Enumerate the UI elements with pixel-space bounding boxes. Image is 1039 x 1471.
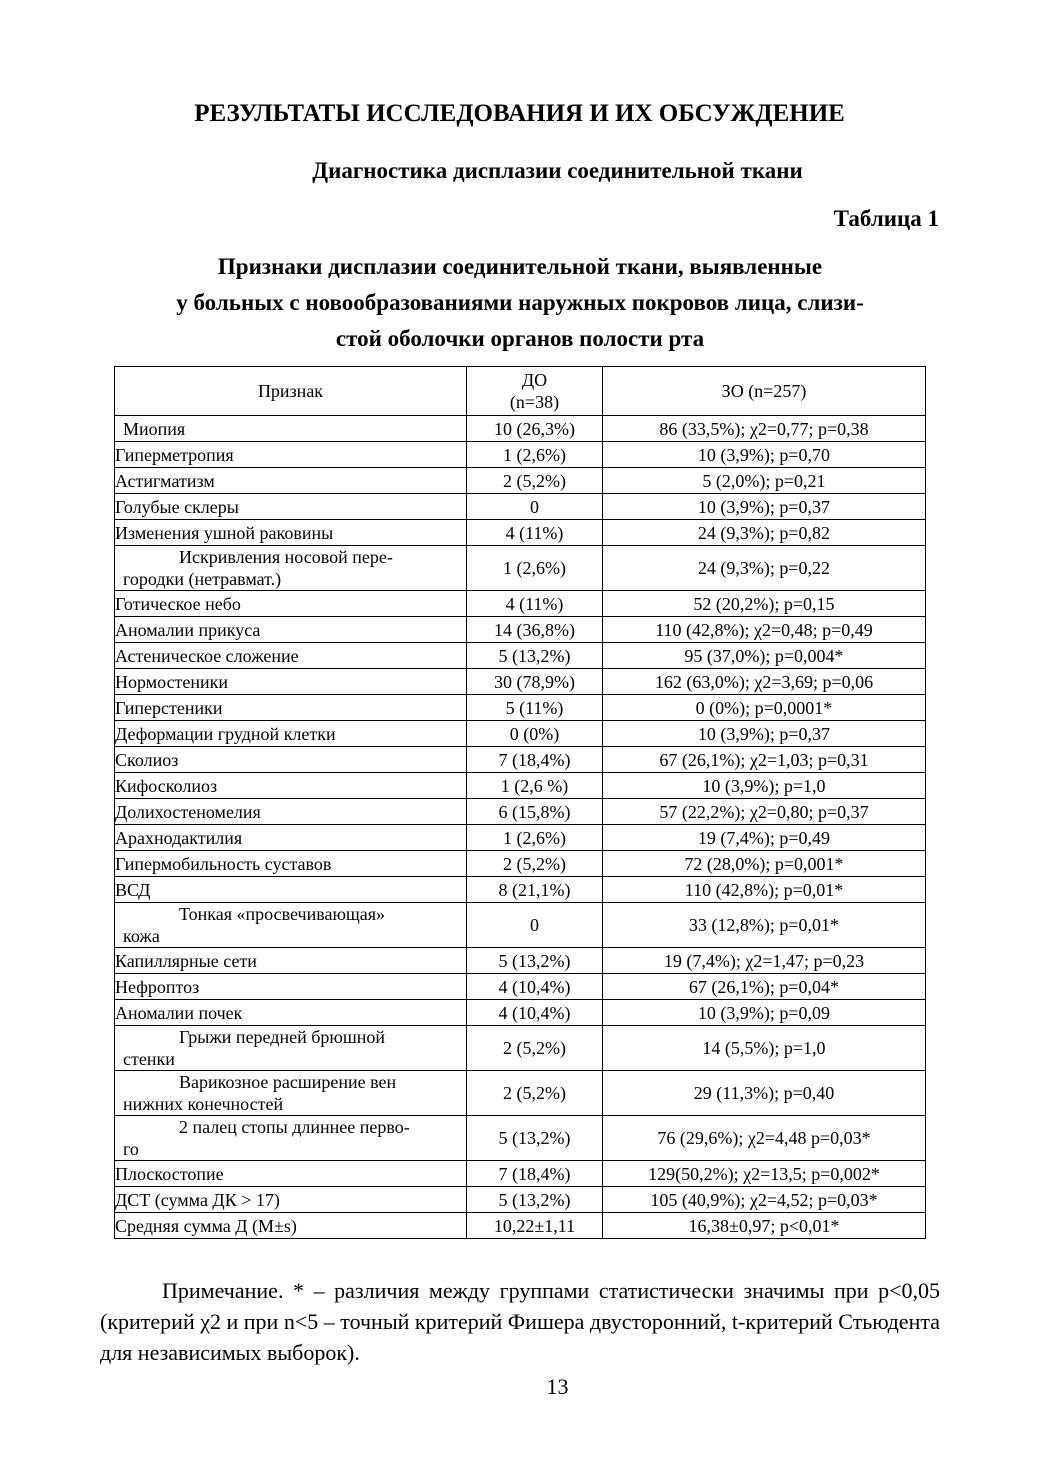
cell-do: 5 (11%) xyxy=(467,695,603,721)
table-row xyxy=(115,948,926,974)
cell-zo: 14 (5,5%); p=1,0 xyxy=(603,1026,926,1071)
cell-sign: Сколиоз xyxy=(115,747,467,773)
cell-do: 5 (13,2%) xyxy=(467,1116,603,1161)
cell-do: 30 (78,9%) xyxy=(467,669,603,695)
table-row xyxy=(115,851,926,877)
cell-sign: Астеническое сложение xyxy=(115,643,467,669)
cell-zo: 24 (9,3%); p=0,82 xyxy=(603,520,926,546)
table-row xyxy=(115,520,926,546)
page-number: 13 xyxy=(546,1374,569,1399)
column-header-zo: ЗО (n=257) xyxy=(603,367,926,416)
cell-sign: Гипермобильность суставов xyxy=(115,851,467,877)
column-header-do: ДО (n=38) xyxy=(467,367,603,416)
cell-sign: Капиллярные сети xyxy=(115,948,467,974)
column-header-sign: Признак xyxy=(115,367,467,416)
cell-do: 5 (13,2%) xyxy=(467,948,603,974)
table-row xyxy=(115,974,926,1000)
cell-do: 2 (5,2%) xyxy=(467,1071,603,1116)
cell-zo: 19 (7,4%); χ2=1,47; p=0,23 xyxy=(603,948,926,974)
table-row xyxy=(115,799,926,825)
table-row xyxy=(115,643,926,669)
table-caption xyxy=(95,249,945,357)
cell-sign: Готическое небо xyxy=(115,591,467,617)
table-row xyxy=(115,1116,926,1161)
results-table xyxy=(114,366,926,1239)
cell-do: 0 xyxy=(467,903,603,948)
cell-zo: 86 (33,5%); χ2=0,77; p=0,38 xyxy=(603,416,926,442)
table-row xyxy=(115,591,926,617)
cell-do: 14 (36,8%) xyxy=(467,617,603,643)
cell-zo: 10 (3,9%); p=0,70 xyxy=(603,442,926,468)
cell-zo: 10 (3,9%); p=1,0 xyxy=(603,773,926,799)
cell-sign: Изменения ушной раковины xyxy=(115,520,467,546)
cell-sign: ДСТ (сумма ДК > 17) xyxy=(115,1187,467,1213)
cell-zo: 57 (22,2%); χ2=0,80; p=0,37 xyxy=(603,799,926,825)
cell-do: 4 (10,4%) xyxy=(467,1000,603,1026)
cell-zo: 5 (2,0%); p=0,21 xyxy=(603,468,926,494)
table-row xyxy=(115,1071,926,1116)
cell-zo: 67 (26,1%); χ2=1,03; p=0,31 xyxy=(603,747,926,773)
cell-do: 6 (15,8%) xyxy=(467,799,603,825)
subsection-heading: Диагностика дисплазии соединительной ткани xyxy=(312,158,803,183)
table-row xyxy=(115,1213,926,1239)
cell-zo: 129(50,2%); χ2=13,5; p=0,002* xyxy=(603,1161,926,1187)
cell-do: 10,22±1,11 xyxy=(467,1213,603,1239)
cell-sign: Средняя сумма Д (M±s) xyxy=(115,1213,467,1239)
cell-zo: 76 (29,6%); χ2=4,48 p=0,03* xyxy=(603,1116,926,1161)
cell-sign: Нормостеники xyxy=(115,669,467,695)
cell-zo: 33 (12,8%); p=0,01* xyxy=(603,903,926,948)
cell-sign: ВСД xyxy=(115,877,467,903)
table-note: Примечание. * – различия между группами статистически значимы при p<0,05 (критерий χ2 и при n<5 – точный критерий Фишера двусторонний, t-критерий Стьюдента для независимых выборок). xyxy=(100,1278,940,1365)
table-row xyxy=(115,721,926,747)
table-row xyxy=(115,877,926,903)
cell-zo: 16,38±0,97; p<0,01* xyxy=(603,1213,926,1239)
cell-zo: 10 (3,9%); p=0,37 xyxy=(603,494,926,520)
cell-sign: Долихостеномелия xyxy=(115,799,467,825)
table-row xyxy=(115,416,926,442)
table-row xyxy=(115,1187,926,1213)
cell-zo: 10 (3,9%); p=0,37 xyxy=(603,721,926,747)
cell-sign: 2 палец стопы длиннее перво- го xyxy=(115,1116,467,1161)
cell-sign: Плоскостопие xyxy=(115,1161,467,1187)
cell-zo: 19 (7,4%); p=0,49 xyxy=(603,825,926,851)
cell-zo: 29 (11,3%); p=0,40 xyxy=(603,1071,926,1116)
cell-sign: Голубые склеры xyxy=(115,494,467,520)
cell-sign: Гиперметропия xyxy=(115,442,467,468)
table-row xyxy=(115,1026,926,1071)
cell-do: 1 (2,6%) xyxy=(467,825,603,851)
cell-do: 10 (26,3%) xyxy=(467,416,603,442)
cell-zo: 10 (3,9%); p=0,09 xyxy=(603,1000,926,1026)
table-row xyxy=(115,468,926,494)
cell-sign: Гиперстеники xyxy=(115,695,467,721)
caption-line: стой оболочки органов полости рта xyxy=(335,326,705,351)
table-row xyxy=(115,617,926,643)
cell-do: 7 (18,4%) xyxy=(467,747,603,773)
cell-sign: Деформации грудной клетки xyxy=(115,721,467,747)
cell-zo: 67 (26,1%); p=0,04* xyxy=(603,974,926,1000)
cell-sign: Миопия xyxy=(115,416,467,442)
cell-zo: 105 (40,9%); χ2=4,52; p=0,03* xyxy=(603,1187,926,1213)
cell-do: 1 (2,6%) xyxy=(467,442,603,468)
cell-sign: Грыжи передней брюшной стенки xyxy=(115,1026,467,1071)
cell-sign: Аномалии прикуса xyxy=(115,617,467,643)
cell-do: 2 (5,2%) xyxy=(467,468,603,494)
cell-do: 0 xyxy=(467,494,603,520)
table-row xyxy=(115,747,926,773)
cell-zo: 110 (42,8%); p=0,01* xyxy=(603,877,926,903)
cell-zo: 95 (37,0%); p=0,004* xyxy=(603,643,926,669)
cell-do: 7 (18,4%) xyxy=(467,1161,603,1187)
cell-zo: 52 (20,2%); p=0,15 xyxy=(603,591,926,617)
table-row xyxy=(115,903,926,948)
cell-zo: 110 (42,8%); χ2=0,48; p=0,49 xyxy=(603,617,926,643)
cell-sign: Тонкая «просвечивающая» кожа xyxy=(115,903,467,948)
table-row xyxy=(115,1161,926,1187)
cell-do: 4 (10,4%) xyxy=(467,974,603,1000)
cell-sign: Арахнодактилия xyxy=(115,825,467,851)
cell-do: 2 (5,2%) xyxy=(467,1026,603,1071)
cell-sign: Аномалии почек xyxy=(115,1000,467,1026)
cell-do: 4 (11%) xyxy=(467,520,603,546)
cell-do: 5 (13,2%) xyxy=(467,643,603,669)
table-header-row xyxy=(115,367,926,416)
cell-zo: 72 (28,0%); p=0,001* xyxy=(603,851,926,877)
cell-sign: Нефроптоз xyxy=(115,974,467,1000)
table-row xyxy=(115,825,926,851)
table-label: Таблица 1 xyxy=(833,206,939,231)
table-row xyxy=(115,695,926,721)
table-row xyxy=(115,494,926,520)
cell-do: 0 (0%) xyxy=(467,721,603,747)
table-row xyxy=(115,442,926,468)
cell-zo: 24 (9,3%); p=0,22 xyxy=(603,546,926,591)
cell-sign: Астигматизм xyxy=(115,468,467,494)
table-body xyxy=(115,416,926,1239)
cell-zo: 0 (0%); p=0,0001* xyxy=(603,695,926,721)
table-row xyxy=(115,1000,926,1026)
cell-sign: Кифосколиоз xyxy=(115,773,467,799)
cell-do: 1 (2,6%) xyxy=(467,546,603,591)
cell-do: 5 (13,2%) xyxy=(467,1187,603,1213)
cell-sign: Варикозное расширение вен нижних конечностей xyxy=(115,1071,467,1116)
caption-line: Признаки дисплазии соединительной ткани, выявленные xyxy=(217,254,823,279)
cell-do: 8 (21,1%) xyxy=(467,877,603,903)
table-row xyxy=(115,546,926,591)
cell-sign: Искривления носовой пере- городки (нетравмат.) xyxy=(115,546,467,591)
cell-do: 4 (11%) xyxy=(467,591,603,617)
caption-line: у больных с новообразованиями наружных покровов лица, слизи- xyxy=(176,290,864,315)
section-heading: РЕЗУЛЬТАТЫ ИССЛЕДОВАНИЯ И ИХ ОБСУЖДЕНИЕ xyxy=(194,100,845,127)
table-row xyxy=(115,773,926,799)
cell-do: 1 (2,6 %) xyxy=(467,773,603,799)
table-row xyxy=(115,669,926,695)
cell-zo: 162 (63,0%); χ2=3,69; p=0,06 xyxy=(603,669,926,695)
cell-do: 2 (5,2%) xyxy=(467,851,603,877)
